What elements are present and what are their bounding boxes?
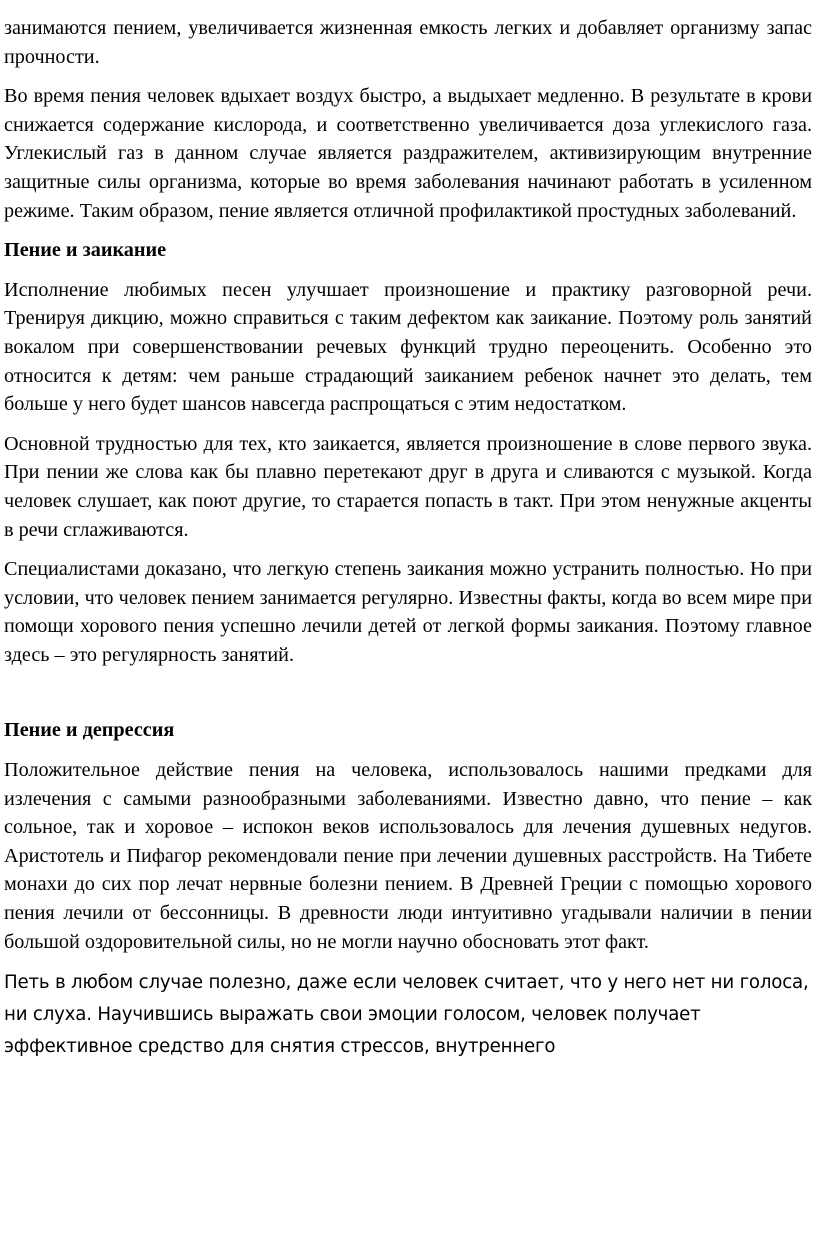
paragraph-favorite-songs: Исполнение любимых песен улучшает произношение и практику разговорной речи. Тренируя дикцию, можно справиться с таким дефектом как заикание. Поэтому роль занятий вокалом при совершенствовании речевых функций трудно переоценить. Особенно это относится к детям: чем раньше страдающий заиканием ребенок начнет это делать, тем больше у него будет шансов навсегда распрощаться с этим недостатком. [4,278,812,416]
paragraph-first-sound: Основной трудностью для тех, кто заикается, является произношение в слове первого звука. При пении же слова как бы плавно перетекают друг в друга и сливаются с музыкой. Когда человек слушает, как поют другие, то старается попасть в такт. При этом ненужные акценты в речи сглаживаются. [4,432,812,541]
paragraph-specialists: Специалистами доказано, что легкую степень заикания можно устранить полностью. Но при условии, что человек пением занимается регулярно. Известны факты, когда во всем мире при помощи хорового пения успешно лечили детей от легкой формы заикания. Поэтому главное здесь – это регулярность занятий. [4,558,812,666]
paragraph-breathing: Во время пения человек вдыхает воздух быстро, а выдыхает медленно. В результате в крови снижается содержание кислорода, и соответственно увеличивается доза углекислого газа. Углекислый газ в данном случае является раздражителем, активизирующим внутренние защитные силы организма, которые во время заболевания начинают работать в усиленном режиме. Таким образом, пение является отличной профилактикой простудных заболеваний. [4,85,812,222]
paragraph-lung-capacity: занимаются пением, увеличивается жизненная емкость легких и добавляет организму запас прочности. [4,17,812,68]
heading-singing-and-stuttering: Пение и заикание [4,239,167,262]
heading-singing-and-depression: Пение и депрессия [4,719,175,742]
paragraph-sing-anyway: Петь в любом случае полезно, даже если человек считает, что у него нет ни голоса, ни слуха. Научившись выражать свои эмоции голосом, человек получает эффективное средство для снятия стрессов, внутреннего [4,972,809,1058]
blank-spacer [4,680,812,716]
paragraph-positive-effect: Положительное действие пения на человека, использовалось нашими предками для излечения с самыми разнообразными заболеваниями. Известно давно, что пение – как сольное, так и хоровое – испокон веков использовалось для лечения душевных недугов. Аристотель и Пифагор рекомендовали пение при лечении душевных расстройств. На Тибете монахи до сих пор лечат нервные болезни пением. В Древней Греции с помощью хорового пения лечили от бессонницы. В древности люди интуитивно угадывали наличии в пении большой оздоровительной силы, но не могли научно обосновать этот факт. [4,759,812,953]
